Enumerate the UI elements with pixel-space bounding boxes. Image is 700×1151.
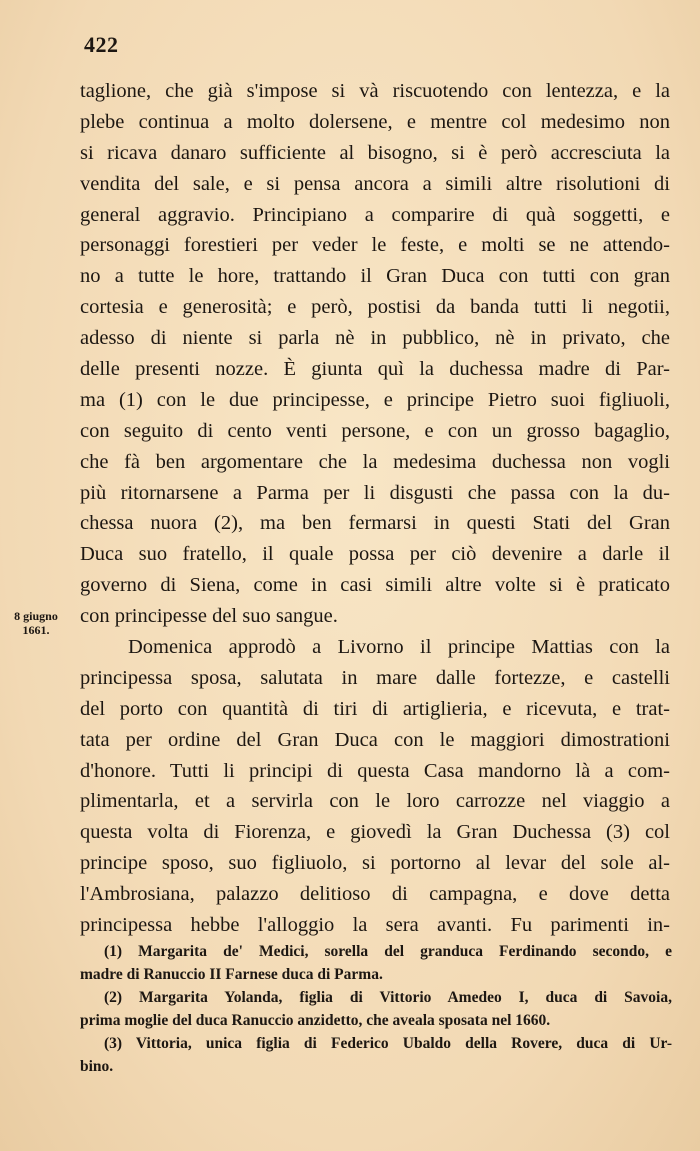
text-line: più ritornarsene a Parma per li disgusti che passa con la du- (80, 481, 670, 504)
text-line: personaggi forestieri per veder le feste, e molti se ne attendo- (80, 234, 670, 257)
text-line: che fà ben argomentare che la medesima duchessa non vogli (80, 450, 670, 473)
footnote-2-line: (2) Margarita Yolanda, figlia di Vittorio Amedeo I, duca di Savoia, (104, 989, 672, 1006)
footnote-2-line: prima moglie del duca Ranuccio anzidetto, che aveala sposata nel 1660. (80, 1012, 551, 1029)
page-number: 422 (84, 32, 119, 57)
footnote-3-line: (3) Vittoria, unica figlia di Federico Ubaldo della Rovere, duca di Ur- (104, 1035, 672, 1052)
text-line: ma (1) con le due principesse, e principe Pietro suoi figliuoli, (80, 388, 670, 411)
body-text (80, 76, 670, 941)
footnotes (80, 940, 672, 1078)
text-line: adesso di niente si parla nè in pubblico, nè in privato, che (80, 327, 670, 350)
text-line: cortesia e generosità; e però, postisi da banda tutti li negotii, (80, 296, 670, 319)
text-line: questa volta di Fiorenza, e giovedì la Gran Duchessa (3) col (80, 821, 670, 844)
text-line: principessa hebbe l'alloggio la sera avanti. Fu parimenti in- (80, 914, 670, 937)
text-line: con seguito di cento venti persone, e con un grosso bagaglio, (80, 419, 670, 442)
text-line: vendita del sale, e si pensa ancora a simili altre risolutioni di (80, 172, 670, 195)
margin-year-line: 1661. (22, 623, 50, 637)
text-line: del porto con quantità di tiri di artiglieria, e ricevuta, e trat- (80, 697, 670, 720)
text-line: tata per ordine del Gran Duca con le maggiori dimostrationi (80, 728, 670, 751)
text-line: plebe continua a molto dolersene, e mentre col medesimo non (80, 110, 670, 133)
text-line: si ricava danaro sufficiente al bisogno, si è però accresciuta la (80, 141, 670, 164)
text-line: no a tutte le hore, trattando il Gran Duca con tutti con gran (80, 265, 670, 288)
margin-date-line: 8 giugno (14, 609, 58, 623)
text-line: Duca suo fratello, il quale possa per ciò devenire a darle il (80, 543, 670, 566)
text-line: general aggravio. Principiano a comparire di quà soggetti, e (80, 203, 670, 226)
text-line: delle presenti nozze. È giunta quì la duchessa madre di Par- (80, 358, 670, 381)
text-line: governo di Siena, come in casi simili altre volte si è praticato (80, 574, 670, 597)
text-line: plimentarla, et a servirla con le loro carrozze nel viaggio a (80, 790, 670, 813)
text-line: taglione, che già s'impose si và riscuotendo con lentezza, e la (80, 80, 670, 102)
paragraph-start-line: Domenica approdò a Livorno il principe Mattias con la (128, 636, 670, 659)
margin-date-note (0, 609, 72, 637)
footnote-1-line: madre di Ranuccio II Farnese duca di Parma. (80, 966, 383, 983)
footnote-1-line: (1) Margarita de' Medici, sorella del granduca Ferdinando secondo, e (104, 943, 672, 960)
text-line: principessa sposa, salutata in mare dalle fortezze, e castelli (80, 666, 670, 689)
text-line: l'Ambrosiana, palazzo delitioso di campagna, e dove detta (80, 883, 670, 906)
footnote-3-line: bino. (80, 1058, 114, 1075)
paragraph-end-line: con principesse del suo sangue. (80, 605, 338, 628)
text-line: principe sposo, suo figliuolo, si portorno al levar del sole al- (80, 852, 670, 875)
text-line: d'honore. Tutti li principi di questa Casa mandorno là a com- (80, 759, 670, 782)
text-line: chessa nuora (2), ma ben fermarsi in questi Stati del Gran (80, 512, 670, 535)
